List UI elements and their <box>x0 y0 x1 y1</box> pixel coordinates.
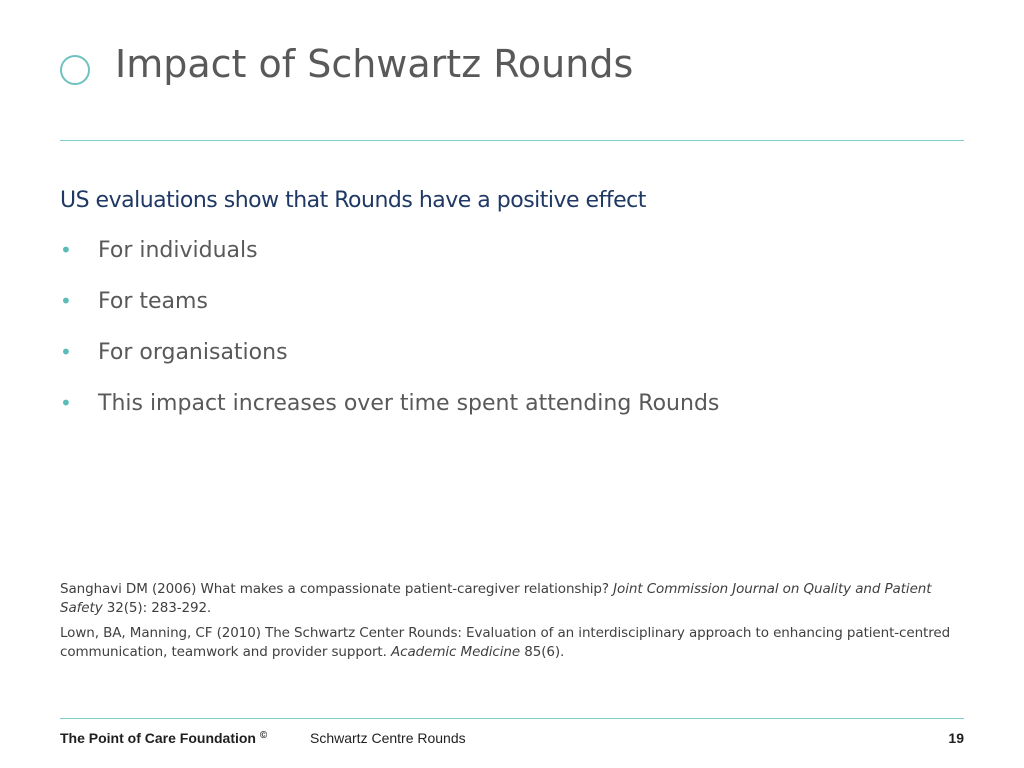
bullet-dot-icon: • <box>60 289 72 313</box>
copyright-mark: © <box>259 730 268 741</box>
slide-subtitle: US evaluations show that Rounds have a positive effect <box>60 188 646 213</box>
reference-authors: Sanghavi DM (2006) What makes a compassionate patient-caregiver relationship? <box>60 581 614 597</box>
bullet-text: This impact increases over time spent attending Rounds <box>98 391 720 416</box>
bullet-item <box>60 340 719 391</box>
bullet-text: For individuals <box>98 238 258 263</box>
title-divider <box>60 140 964 141</box>
bullet-text: For teams <box>98 289 208 314</box>
reference-journal: Joint Commission Journal on Quality and Patient Safety <box>60 581 932 616</box>
footer-presentation-title: Schwartz Centre Rounds <box>310 730 466 746</box>
bullet-dot-icon: • <box>60 238 72 262</box>
bullet-dot-icon: • <box>60 340 72 364</box>
reference-item <box>60 624 964 662</box>
bullet-list <box>60 238 719 442</box>
references <box>60 580 964 668</box>
reference-volume: 32(5): 283-292. <box>102 600 212 616</box>
footer-organisation-name: The Point of Care Foundation <box>60 730 256 746</box>
footer-organisation <box>60 730 267 746</box>
footer-divider <box>60 718 964 719</box>
bullet-dot-icon: • <box>60 391 72 415</box>
bullet-item <box>60 391 719 442</box>
bullet-text: For organisations <box>98 340 288 365</box>
page-number: 19 <box>948 730 964 746</box>
reference-item <box>60 580 964 618</box>
reference-volume: 85(6). <box>520 644 565 660</box>
bullet-item <box>60 289 719 340</box>
slide-title: Impact of Schwartz Rounds <box>115 42 634 86</box>
reference-authors: Lown, BA, Manning, CF (2010) The Schwartz Center Rounds: Evaluation of an interdisciplinary approach to enhancing patient-centred communication, teamwork and provider support. <box>60 625 951 660</box>
bullet-item <box>60 238 719 289</box>
reference-journal: Academic Medicine <box>391 644 521 660</box>
title-circle-icon <box>60 55 90 85</box>
